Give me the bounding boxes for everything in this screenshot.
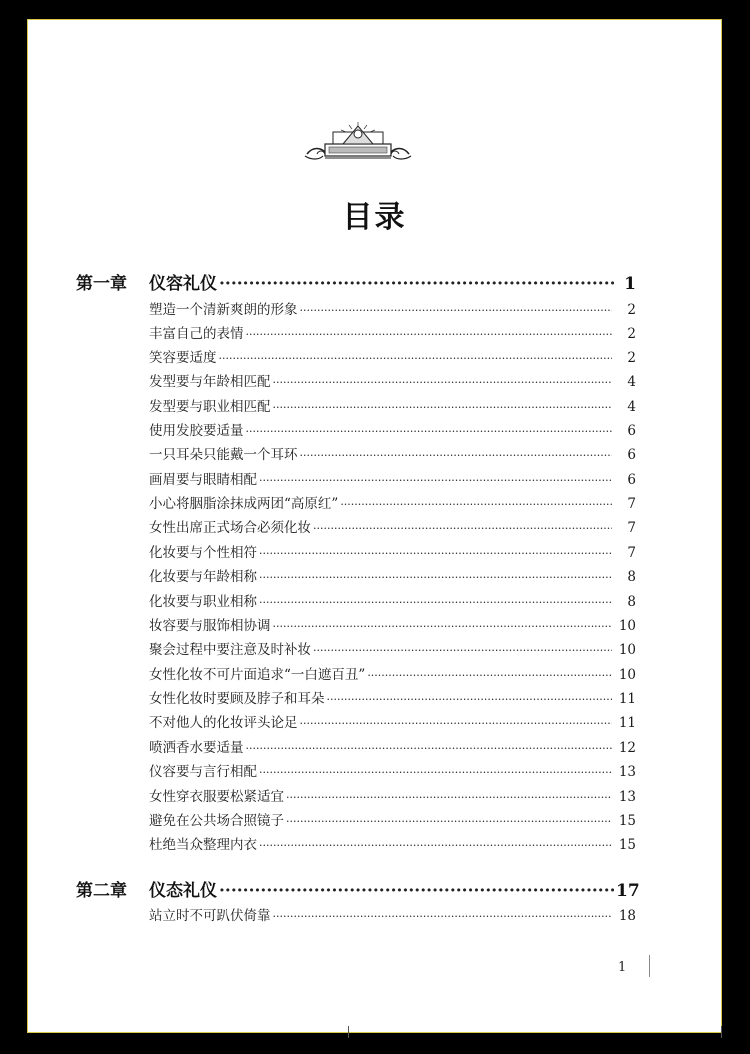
- entry-page-number: 13: [618, 764, 636, 780]
- leader-dots: [286, 815, 612, 828]
- toc-entry[interactable]: [149, 492, 636, 514]
- entry-page-number: 12: [618, 740, 636, 756]
- toc-entry[interactable]: [149, 395, 636, 417]
- toc-entry[interactable]: [149, 663, 636, 685]
- entry-page-number: 11: [618, 715, 636, 731]
- entry-page-number: 10: [618, 642, 636, 658]
- toc-entry[interactable]: [149, 785, 636, 807]
- entry-page-number: 8: [627, 594, 636, 610]
- entry-page-number: 6: [627, 447, 636, 463]
- leader-dots: [300, 449, 613, 462]
- entry-title: 避免在公共场合照镜子: [149, 813, 284, 829]
- entry-page-number: 8: [627, 569, 636, 585]
- entry-page-number: 2: [627, 302, 636, 318]
- toc-entry[interactable]: [149, 833, 636, 855]
- document-page: [27, 19, 722, 1033]
- leader-dots: [259, 596, 612, 609]
- toc-entry[interactable]: [149, 614, 636, 636]
- leader-dots: [259, 547, 612, 560]
- toc-entry[interactable]: [149, 565, 636, 587]
- leader-dots: [246, 328, 613, 341]
- entry-title: 女性化妆时要顾及脖子和耳朵: [149, 691, 325, 707]
- leader-dots: [340, 498, 612, 511]
- folio-divider: [649, 955, 650, 977]
- toc-entry[interactable]: [149, 760, 636, 782]
- entry-page-number: 15: [618, 813, 636, 829]
- toc-entry[interactable]: [149, 541, 636, 563]
- leader-dots: [273, 620, 613, 633]
- chapter-number: 第二章: [76, 881, 127, 901]
- entry-title: 杜绝当众整理内衣: [149, 837, 257, 853]
- page-number-footer: 1: [618, 960, 627, 975]
- toc-entry[interactable]: [149, 638, 636, 660]
- leader-dots: [273, 376, 613, 389]
- entry-title: 站立时不可趴伏倚靠: [149, 908, 271, 924]
- leader-dots: [313, 644, 612, 657]
- entry-page-number: 4: [627, 399, 636, 415]
- entry-title: 不对他人的化妆评头论足: [149, 715, 298, 731]
- entry-title: 化妆要与年龄相称: [149, 569, 257, 585]
- toc-chapter-row[interactable]: [76, 876, 640, 901]
- entry-page-number: 7: [627, 520, 636, 536]
- toc-entry[interactable]: [149, 346, 636, 368]
- leader-dots: [259, 839, 612, 852]
- leader-dots: [219, 352, 613, 365]
- entry-page-number: 6: [627, 423, 636, 439]
- crop-mark: [721, 1026, 722, 1038]
- leader-dots: [273, 910, 613, 923]
- entry-title: 仪容要与言行相配: [149, 764, 257, 780]
- entry-title: 化妆要与个性相符: [149, 545, 257, 561]
- toc-chapter-row[interactable]: [76, 269, 636, 293]
- leader-dots: [327, 693, 613, 706]
- entry-page-number: 15: [618, 837, 636, 853]
- entry-page-number: 10: [618, 667, 636, 683]
- toc-entry[interactable]: [149, 322, 636, 344]
- toc-entry[interactable]: [149, 904, 636, 926]
- entry-title: 化妆要与职业相称: [149, 594, 257, 610]
- leader-dots: [246, 742, 613, 755]
- toc-entry[interactable]: [149, 809, 636, 831]
- entry-title: 女性出席正式场合必须化妆: [149, 520, 311, 536]
- entry-page-number: 13: [618, 789, 636, 805]
- page-title: 目录: [342, 200, 407, 235]
- entry-title: 女性穿衣服要松紧适宜: [149, 789, 284, 805]
- leader-dots: [259, 571, 612, 584]
- leader-dots: [286, 791, 612, 804]
- entry-page-number: 10: [618, 618, 636, 634]
- leader-dots: [259, 766, 612, 779]
- entry-title: 笑容要适度: [149, 350, 217, 366]
- leader-dots: [246, 425, 613, 438]
- toc-entry[interactable]: [149, 736, 636, 758]
- toc-entry[interactable]: [149, 687, 636, 709]
- entry-page-number: 2: [627, 326, 636, 342]
- entry-title: 发型要与职业相匹配: [149, 399, 271, 415]
- toc-entry[interactable]: [149, 419, 636, 441]
- leader-dots: [259, 474, 612, 487]
- leader-dots: [300, 717, 613, 730]
- toc-entry[interactable]: [149, 370, 636, 392]
- entry-page-number: 6: [627, 472, 636, 488]
- toc-entry[interactable]: [149, 711, 636, 733]
- entry-title: 塑造一个清新爽朗的形象: [149, 302, 298, 318]
- decorative-header-ornament-icon: [303, 120, 413, 162]
- toc-entry[interactable]: [149, 298, 636, 320]
- toc-entry[interactable]: [149, 443, 636, 465]
- entry-title: 妆容要与服饰相协调: [149, 618, 271, 634]
- leader-dots: [273, 401, 613, 414]
- entry-page-number: 7: [627, 496, 636, 512]
- entry-title: 一只耳朵只能戴一个耳环: [149, 447, 298, 463]
- entry-page-number: 7: [627, 545, 636, 561]
- crop-mark: [348, 1026, 349, 1038]
- chapter-title: 仪态礼仪: [149, 881, 217, 901]
- chapter-page-number: 17: [616, 881, 640, 901]
- entry-title: 发型要与年龄相匹配: [149, 374, 271, 390]
- toc-entry[interactable]: [149, 468, 636, 490]
- entry-title: 画眉要与眼睛相配: [149, 472, 257, 488]
- entry-page-number: 2: [627, 350, 636, 366]
- chapter-number: 第一章: [76, 274, 127, 294]
- leader-dots: [219, 881, 614, 901]
- chapter-page-number: 1: [624, 274, 636, 294]
- entry-page-number: 18: [618, 908, 636, 924]
- toc-entry[interactable]: [149, 516, 636, 538]
- entry-title: 丰富自己的表情: [149, 326, 244, 342]
- entry-page-number: 11: [618, 691, 636, 707]
- entry-title: 聚会过程中要注意及时补妆: [149, 642, 311, 658]
- entry-title: 小心将胭脂涂抹成两团“高原红”: [149, 496, 339, 512]
- entry-title: 喷洒香水要适量: [149, 740, 244, 756]
- leader-dots: [367, 669, 612, 682]
- toc-entry[interactable]: [149, 590, 636, 612]
- leader-dots: [313, 522, 612, 535]
- entry-title: 女性化妆不可片面追求“一白遮百丑”: [149, 667, 366, 683]
- leader-dots: [219, 274, 614, 294]
- entry-title: 使用发胶要适量: [149, 423, 244, 439]
- entry-page-number: 4: [627, 374, 636, 390]
- leader-dots: [300, 304, 613, 317]
- chapter-title: 仪容礼仪: [149, 274, 217, 294]
